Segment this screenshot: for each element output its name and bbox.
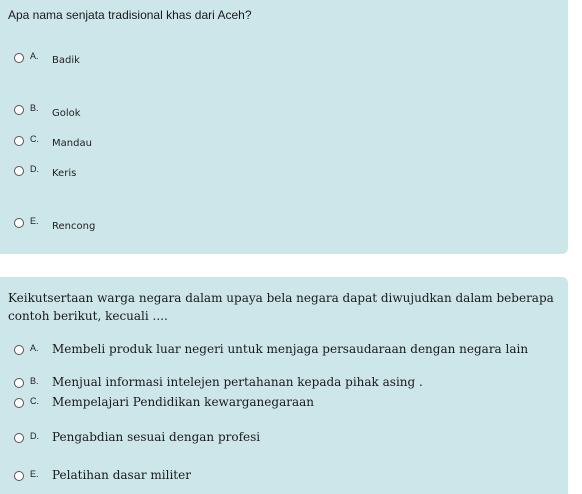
radio-button[interactable] xyxy=(14,136,24,146)
option-text: Mandau xyxy=(52,138,92,149)
option-letter: E. xyxy=(30,469,39,479)
radio-button[interactable] xyxy=(14,105,24,115)
option-text: Mempelajari Pendidikan kewarganegaraan xyxy=(52,395,314,409)
option-letter: C. xyxy=(30,134,39,144)
radio-button[interactable] xyxy=(14,166,24,176)
radio-button[interactable] xyxy=(14,218,24,228)
option-letter: A. xyxy=(30,51,39,61)
radio-button[interactable] xyxy=(14,471,24,481)
question-1-text: Apa nama senjata tradisional khas dari Aceh? xyxy=(8,8,252,22)
option-text: Rencong xyxy=(52,221,96,232)
radio-button[interactable] xyxy=(14,433,24,443)
radio-button[interactable] xyxy=(14,53,24,63)
option-letter: D. xyxy=(30,164,39,174)
option-letter: B. xyxy=(30,376,39,386)
option-text: Golok xyxy=(52,108,81,119)
option-letter: A. xyxy=(30,343,39,353)
option-letter: B. xyxy=(30,103,39,113)
option-text: Pengabdian sesuai dengan profesi xyxy=(52,430,261,444)
option-letter: D. xyxy=(30,431,39,441)
radio-button[interactable] xyxy=(14,398,24,408)
option-letter: C. xyxy=(30,396,39,406)
option-letter: E. xyxy=(30,216,39,226)
question-2-text: Keikutsertaan warga negara dalam upaya bela negara dapat diwujudkan dalam beberapa contoh berikut, kecuali .... xyxy=(8,291,554,323)
radio-button[interactable] xyxy=(14,378,24,388)
option-text: Membeli produk luar negeri untuk menjaga persaudaraan dengan negara lain xyxy=(52,342,529,356)
question-card-2 xyxy=(0,277,568,494)
option-text: Keris xyxy=(52,168,77,179)
radio-button[interactable] xyxy=(14,345,24,355)
option-text: Pelatihan dasar militer xyxy=(52,468,191,482)
option-text: Menjual informasi intelejen pertahanan kepada pihak asing . xyxy=(52,375,423,389)
option-text: Badik xyxy=(52,55,80,66)
